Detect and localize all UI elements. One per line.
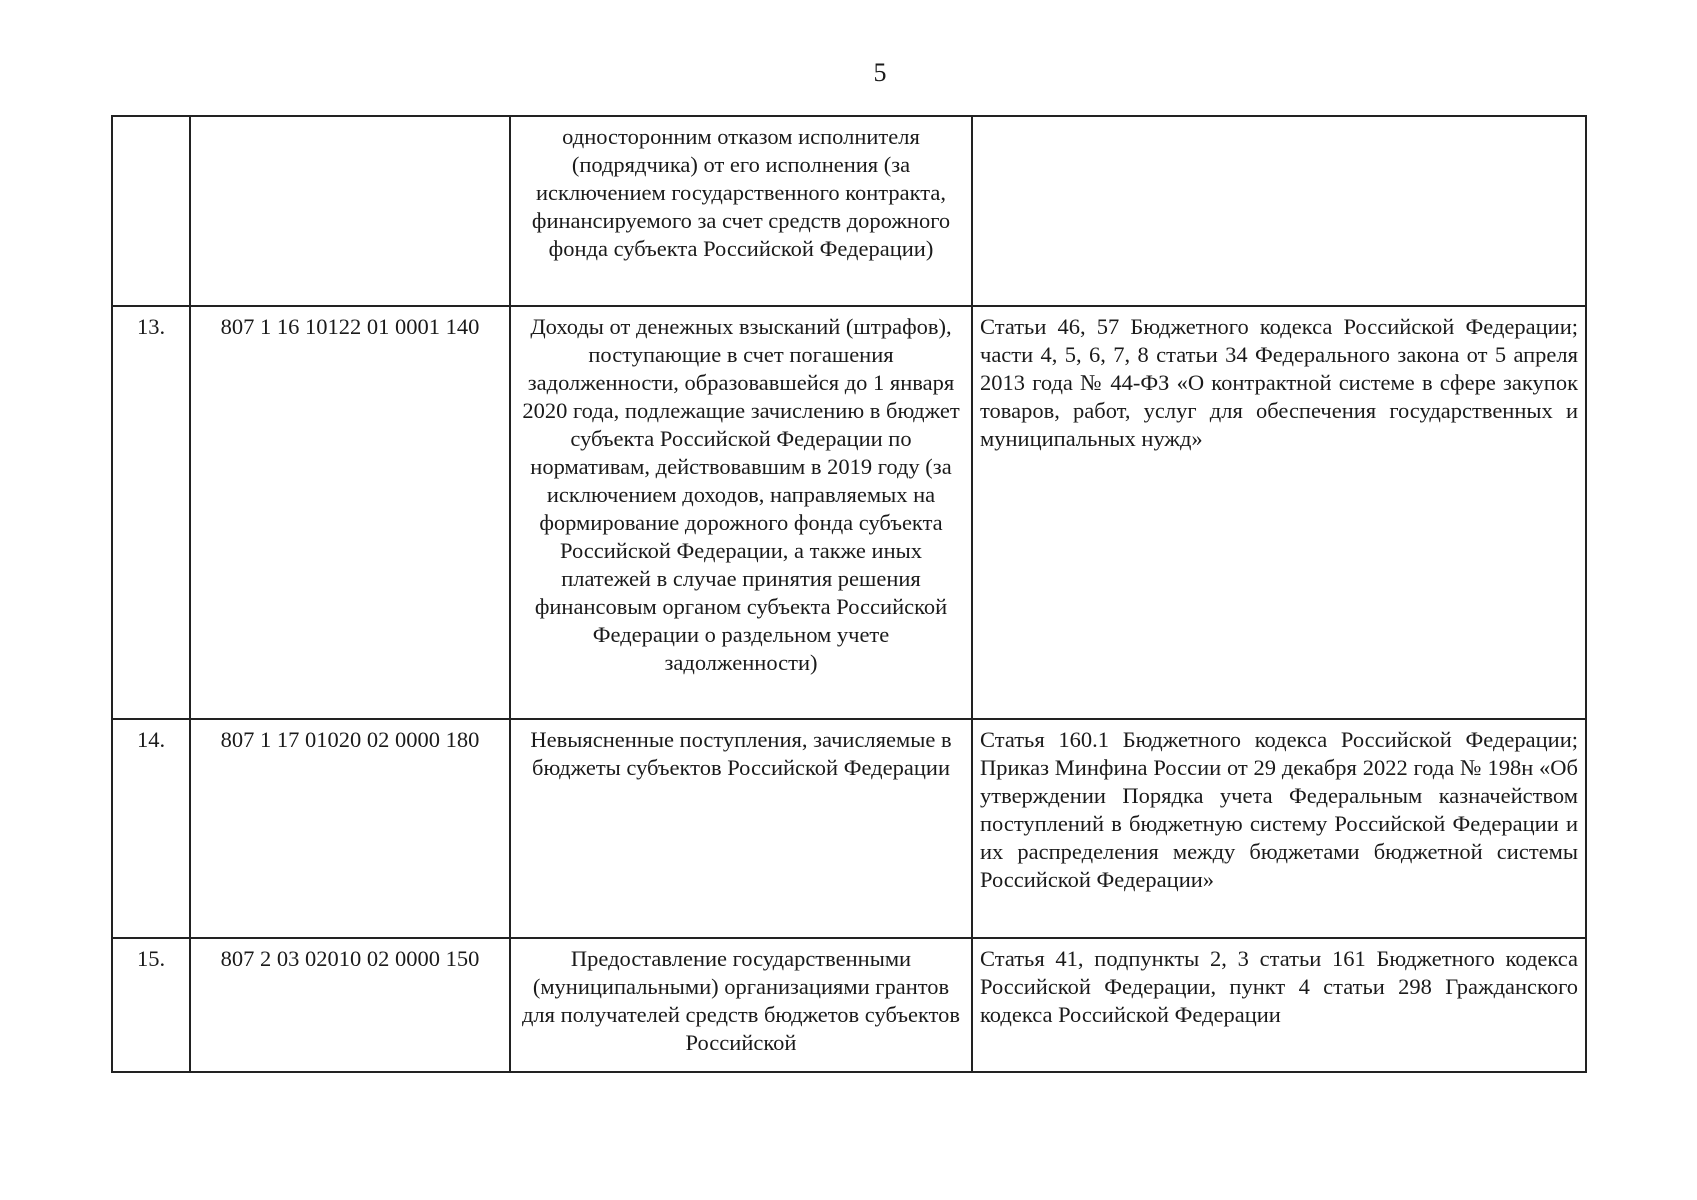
row-number-cell: 14. bbox=[112, 719, 190, 938]
revenue-name-cell: Доходы от денежных взысканий (штрафов), поступающие в счет погашения задолженности, образовавшейся до 1 января 2020 года, подлежащие зачислению в бюджет субъекта Российской Федерации по нормативам, действовавшим в 2019 году (за исключением доходов, направляемых на формирование дорожного фонда субъекта Российской Федерации, а также иных платежей в случае принятия решения финансовым органом субъекта Российской Федерации о раздельном учете задолженности) bbox=[510, 306, 972, 719]
legal-basis-cell: Статьи 46, 57 Бюджетного кодекса Российской Федерации; части 4, 5, 6, 7, 8 статьи 34 Федерального закона от 5 апреля 2013 года № 44-ФЗ «О контрактной системе в сфере закупок товаров, работ, услуг для обеспечения государственных и муниципальных нужд» bbox=[972, 306, 1586, 719]
budget-code-cell bbox=[190, 116, 510, 306]
page-number: 5 bbox=[873, 58, 887, 87]
legal-basis-cell bbox=[972, 116, 1586, 306]
legal-basis-cell: Статья 160.1 Бюджетного кодекса Российской Федерации; Приказ Минфина России от 29 декабря 2022 года № 198н «Об утверждении Порядка учета Федеральным казначейством поступлений в бюджетную систему Российской Федерации и их распределения между бюджетами бюджетной системы Российской Федерации» bbox=[972, 719, 1586, 938]
budget-code-cell: 807 1 17 01020 02 0000 180 bbox=[190, 719, 510, 938]
row-number-cell: 15. bbox=[112, 938, 190, 1072]
table-row bbox=[112, 938, 1586, 1072]
budget-code-cell: 807 1 16 10122 01 0001 140 bbox=[190, 306, 510, 719]
revenue-name-cell: Невыясненные поступления, зачисляемые в бюджеты субъектов Российской Федерации bbox=[510, 719, 972, 938]
row-number-cell bbox=[112, 116, 190, 306]
revenue-codes-table bbox=[111, 115, 1587, 1073]
row-number-cell: 13. bbox=[112, 306, 190, 719]
budget-code-cell: 807 2 03 02010 02 0000 150 bbox=[190, 938, 510, 1072]
table-row bbox=[112, 306, 1586, 719]
legal-basis-cell: Статья 41, подпункты 2, 3 статьи 161 Бюджетного кодекса Российской Федерации, пункт 4 статьи 298 Гражданского кодекса Российской Федерации bbox=[972, 938, 1586, 1072]
revenue-name-cell: Предоставление государственными (муниципальными) организациями грантов для получателей средств бюджетов субъектов Российской bbox=[510, 938, 972, 1072]
table-row bbox=[112, 116, 1586, 306]
table-row bbox=[112, 719, 1586, 938]
revenue-name-cell: односторонним отказом исполнителя (подрядчика) от его исполнения (за исключением государственного контракта, финансируемого за счет средств дорожного фонда субъекта Российской Федерации) bbox=[510, 116, 972, 306]
